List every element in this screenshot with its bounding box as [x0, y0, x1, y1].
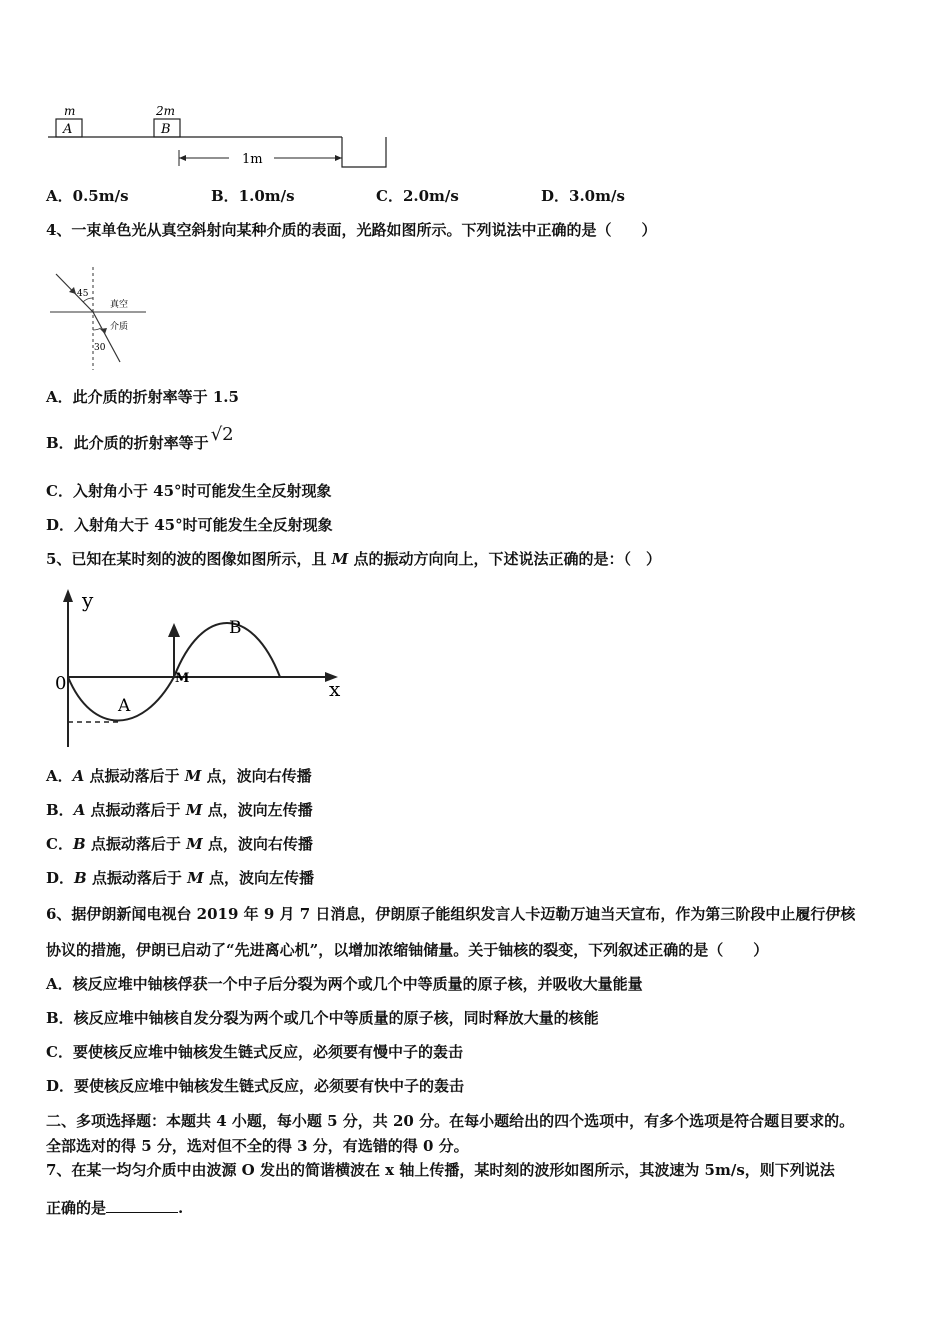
- q4-option-d: D．入射角大于 45°时可能发生全反射现象: [46, 516, 333, 534]
- y-axis-arrow: [63, 589, 73, 602]
- q6-option-d: D．要使核反应堆中铀核发生链式反应，必须要有快中子的轰击: [46, 1077, 465, 1095]
- q7-stem-line2-end: .: [178, 1199, 184, 1217]
- q5-stem-pre: 5、已知在某时刻的波的图像如图所示，且: [46, 550, 332, 568]
- block-a-label: A: [63, 122, 73, 137]
- sqrt2-value: √2: [210, 424, 234, 445]
- q6-stem-line2: 协议的措施，伊朗已启动了“先进离心机”，以增加浓缩铀储量。关于铀核的裂变，下列叙述正确的是（ ）: [46, 941, 769, 959]
- section2-heading-line2: 全部选对的得 5 分，选对但不全的得 3 分，有选错的得 0 分。: [46, 1137, 469, 1155]
- q5-option-a: A．A 点振动落后于 M 点，波向右传播: [46, 767, 312, 785]
- q6-option-c: C．要使核反应堆中铀核发生链式反应，必须要有慢中子的轰击: [46, 1043, 463, 1061]
- x-axis-label: x: [329, 677, 341, 701]
- q6-stem-line1: 6、据伊朗新闻电视台 2019 年 9 月 7 日消息，伊朗原子能组织发言人卡迈勒万迪当天宣布，作为第三阶段中止履行伊核: [46, 905, 856, 923]
- m-velocity-arrow: [168, 623, 180, 637]
- medium-label: 介质: [110, 322, 129, 332]
- q7-stem-line2: [46, 1198, 183, 1218]
- q3-option-d: D．3.0m/s: [541, 187, 625, 205]
- q5-option-b: B．A 点振动落后于 M 点，波向左传播: [46, 801, 313, 819]
- wave-figure-svg: [52, 585, 347, 755]
- point-m-label: M: [175, 671, 190, 686]
- q3-option-a: A．0.5m/s: [46, 187, 129, 205]
- pit: [342, 137, 386, 167]
- q3-option-c: C．2.0m/s: [376, 187, 459, 205]
- mass-b-label: 2m: [156, 104, 176, 118]
- section2-heading-line1: 二、多项选择题：本题共 4 小题，每小题 5 分，共 20 分。在每小题给出的四个选项中，有多个选项是符合题目要求的。: [46, 1112, 855, 1130]
- q6-option-a: A．核反应堆中铀核俘获一个中子后分裂为两个或几个中等质量的原子核，并吸收大量能量: [46, 975, 643, 993]
- y-axis-label: y: [82, 588, 94, 612]
- q4-stem: 4、一束单色光从真空斜射向某种介质的表面，光路如图所示。下列说法中正确的是（ ）: [46, 221, 657, 239]
- q4-option-b-text: B．此介质的折射率等于: [46, 434, 209, 452]
- mass-a-label: m: [64, 104, 76, 118]
- q7-stem-line2-text: 正确的是: [46, 1199, 107, 1217]
- vacuum-label: 真空: [110, 300, 129, 310]
- q6-option-b: B．核反应堆中铀核自发分裂为两个或几个中等质量的原子核，同时释放大量的核能: [46, 1009, 599, 1027]
- q5-option-c: C．B 点振动落后于 M 点，波向右传播: [46, 835, 313, 853]
- origin-label: 0: [55, 673, 67, 694]
- q5-stem: [46, 549, 661, 569]
- blocks-figure: [46, 100, 391, 172]
- q3-option-b: B．1.0m/s: [211, 187, 295, 205]
- q4-option-a: A．此介质的折射率等于 1.5: [46, 388, 239, 406]
- q5-stem-m: M: [331, 550, 349, 568]
- refraction-figure: [48, 262, 148, 374]
- q4-option-b: [46, 424, 234, 453]
- q5-option-d: D．B 点振动落后于 M 点，波向左传播: [46, 869, 314, 887]
- blocks-figure-svg: [46, 100, 391, 172]
- refraction-figure-svg: [48, 262, 148, 374]
- point-b-label: B: [229, 618, 242, 638]
- wave-figure: [52, 585, 347, 755]
- answer-blank[interactable]: [106, 1198, 178, 1213]
- q4-option-c: C．入射角小于 45°时可能发生全反射现象: [46, 482, 332, 500]
- point-a-label: A: [118, 696, 131, 716]
- refracted-angle-label: 30: [94, 343, 106, 353]
- incident-angle-label: 45: [77, 289, 89, 299]
- q7-stem-line1: 7、在某一均匀介质中由波源 O 发出的简谐横波在 x 轴上传播，某时刻的波形如图所示，其波速为 5m/s，则下列说法: [46, 1161, 835, 1179]
- q5-stem-post: 点的振动方向向上，下述说法正确的是：（ ）: [348, 550, 662, 568]
- distance-label: 1m: [242, 152, 263, 167]
- block-b-label: B: [161, 122, 171, 137]
